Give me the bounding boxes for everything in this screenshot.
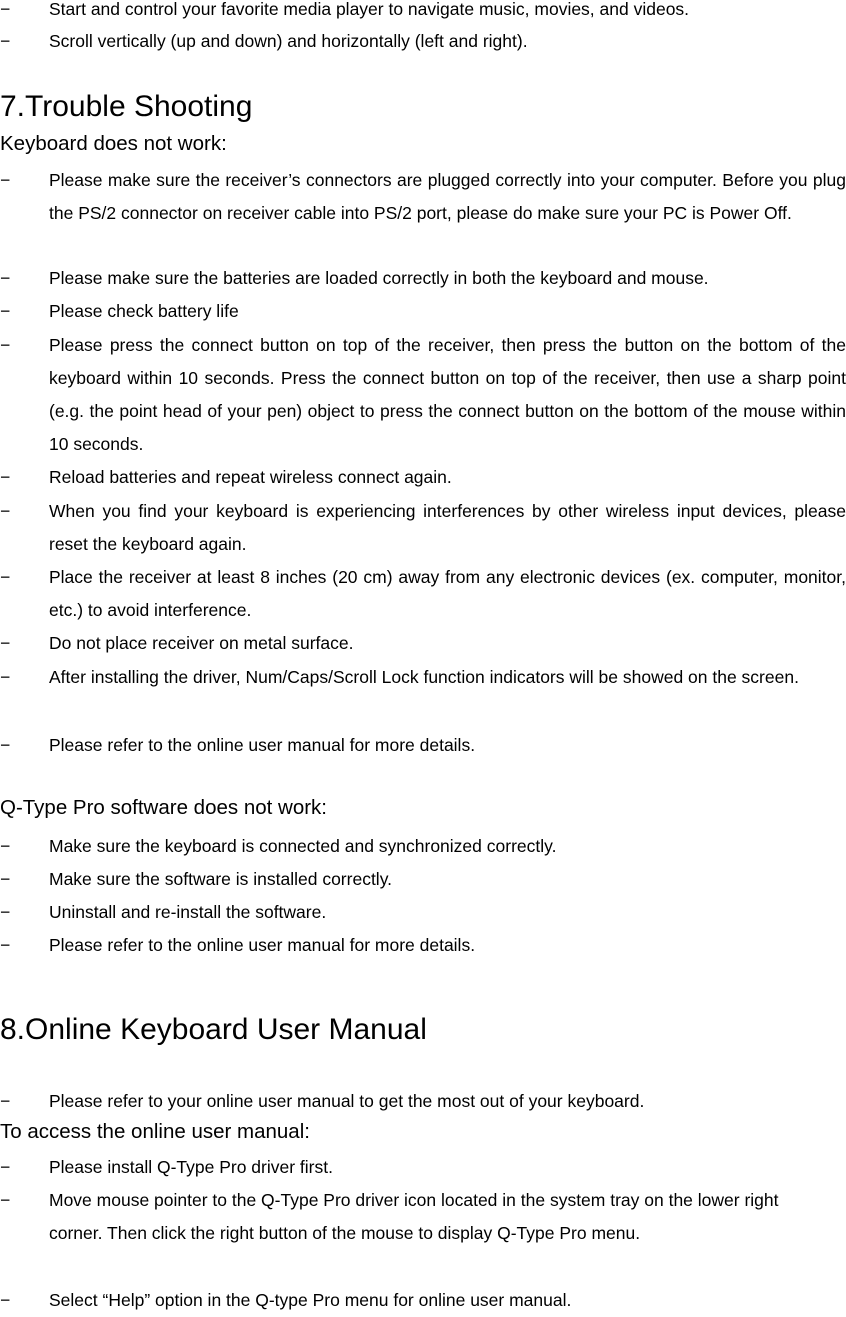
bullet-dash: − [0,902,11,922]
access-manual-heading: To access the online user manual: [0,1120,310,1143]
list-item [0,1284,846,1317]
list-item [0,661,846,694]
list-item-text: Please refer to your online user manual to get the most out of your keyboard. [49,1091,645,1111]
bullet-dash: − [0,869,11,889]
list-item [0,729,846,762]
keyboard-issue-heading: Keyboard does not work: [0,132,227,155]
list-item [0,1151,846,1184]
list-item-text: Select “Help” option in the Q-type Pro menu for online user manual. [49,1290,572,1310]
list-item-text: Please make sure the batteries are loaded correctly in both the keyboard and mouse. [49,268,709,288]
section-7-title: 7.Trouble Shooting [0,90,253,123]
list-item [0,896,846,929]
bullet-dash: − [0,31,11,51]
list-item [0,863,846,896]
list-item-text: Move mouse pointer to the Q-Type Pro driver icon located in the system tray on the lower right corner. Then click the right button of the mouse to display Q-Type Pro menu. [49,1190,779,1243]
list-item [0,329,846,461]
list-item [0,164,846,230]
bullet-dash: − [0,1190,11,1210]
list-item [0,627,846,660]
section-8-title: 8.Online Keyboard User Manual [0,1013,427,1046]
list-item-text: Please press the connect button on top of the receiver, then press the button on the bottom of the keyboard within 10 seconds. Press the connect button on top of the receiver, then use a sharp point (e.g. the point head of your pen) object to press the connect button on the bottom of the mouse within 10 seconds. [49,335,846,454]
list-item-text: Please check battery life [49,301,239,321]
bullet-dash: − [0,268,11,288]
bullet-dash: − [0,935,11,955]
list-item [0,929,846,962]
list-item-text: Please install Q-Type Pro driver first. [49,1157,333,1177]
bullet-dash: − [0,633,11,653]
list-item [0,461,846,494]
list-item-text: Scroll vertically (up and down) and horizontally (left and right). [49,31,528,51]
list-item-text: Place the receiver at least 8 inches (20 cm) away from any electronic devices (ex. computer, monitor, etc.) to avoid interference. [49,567,846,620]
list-item [0,295,846,328]
bullet-dash: − [0,335,11,355]
bullet-dash: − [0,1091,11,1111]
bullet-dash: − [0,301,11,321]
list-item [0,0,846,26]
list-item-text: Make sure the keyboard is connected and synchronized correctly. [49,836,557,856]
list-item [0,561,846,627]
list-item [0,1184,846,1250]
bullet-dash: − [0,0,11,19]
list-item-text: Please make sure the receiver’s connectors are plugged correctly into your computer. Before you plug the PS/2 connector on receiver cable into PS/2 port, please do make sure your PC is Power Off. [49,170,846,223]
list-item [0,830,846,863]
list-item-text: Please refer to the online user manual for more details. [49,935,476,955]
list-item-text: When you find your keyboard is experiencing interferences by other wireless input devices, please reset the keyboard again. [49,501,846,554]
software-issue-heading: Q-Type Pro software does not work: [0,796,327,819]
bullet-dash: − [0,1157,11,1177]
bullet-dash: − [0,501,11,521]
bullet-dash: − [0,467,11,487]
bullet-dash: − [0,735,11,755]
bullet-dash: − [0,836,11,856]
bullet-dash: − [0,170,11,190]
list-item-text: Uninstall and re-install the software. [49,902,327,922]
list-item-text: Make sure the software is installed correctly. [49,869,393,889]
list-item-text: Do not place receiver on metal surface. [49,633,354,653]
list-item-text: Start and control your favorite media player to navigate music, movies, and videos. [49,0,690,19]
bullet-dash: − [0,667,11,687]
list-item-text: Reload batteries and repeat wireless connect again. [49,467,452,487]
list-item [0,1085,846,1118]
list-item-text: Please refer to the online user manual for more details. [49,735,476,755]
list-item [0,25,846,58]
list-item [0,495,846,561]
list-item-text: After installing the driver, Num/Caps/Scroll Lock function indicators will be showed on the screen. [49,667,799,687]
bullet-dash: − [0,567,11,587]
list-item [0,262,846,295]
bullet-dash: − [0,1290,11,1310]
